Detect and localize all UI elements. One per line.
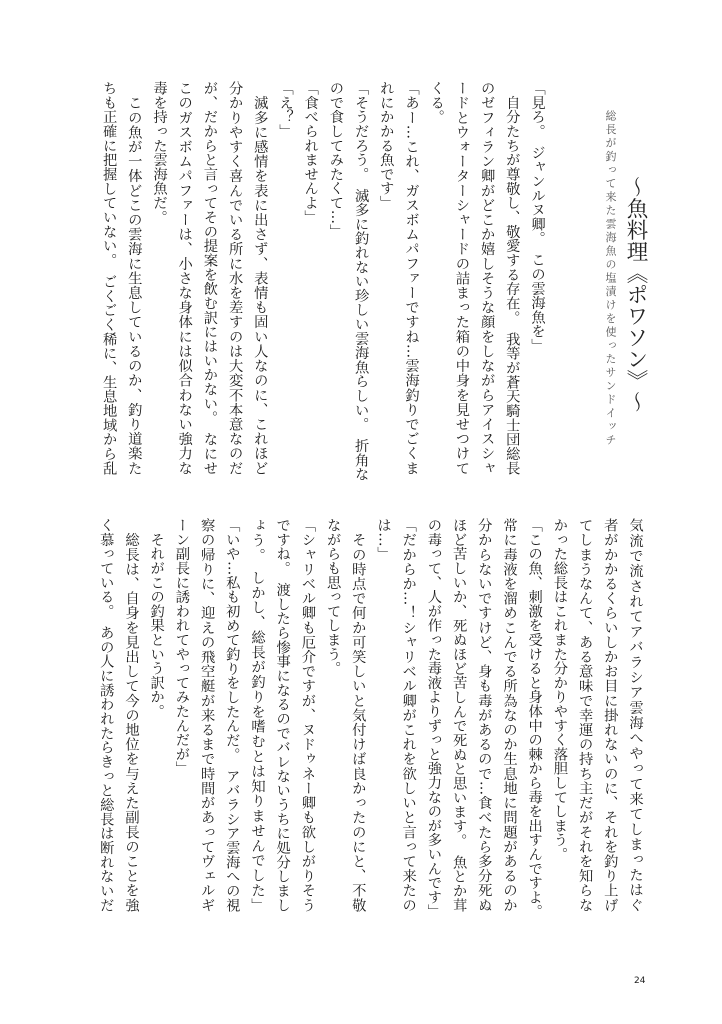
text-line: 気流で流されてアバラシア雲海へやって来てしまったはぐ: [627, 518, 644, 912]
text-line: 察の帰りに、迎えの飛空艇が来るまで時間があってヴェルギ: [199, 518, 216, 912]
text-line: が、だからと言ってその提案を飲む訳にはいかない。 なにせ: [201, 81, 218, 475]
text-line: 「シャリベル卿も厄介ですが、ヌドゥネー卿も欲しがりそう: [299, 518, 316, 912]
text-line: ですね。 渡したら惨事になるのでバレないうちに処分しまし: [274, 518, 291, 912]
text-line: 毒を持った雲海魚だ。: [151, 81, 168, 224]
text-line: 分からないですけど、身も毒があるので…食べたら多分死ぬ: [476, 518, 493, 912]
text-line: ょう。 しかし、総長が釣りを嗜むとは知りませんでした」: [249, 518, 266, 912]
text-line: 総長は、自身を見出して今の地位を与えた副長のことを強: [123, 518, 140, 912]
text-line: は…」: [375, 518, 392, 561]
text-line: 「そうだろう。 滅多に釣れない珍しい雲海魚らしい。 折角な: [353, 81, 370, 482]
chapter-subtitle: 総長が釣って来た雲海魚の塩漬けを使ったサンドイッチ: [604, 110, 617, 448]
text-line: このガスボムパファーは、小さな身体には似合わない強力な: [176, 81, 193, 475]
chapter-title: ～魚料理《ポワソン》～: [623, 176, 648, 413]
page-number: 24: [634, 976, 646, 986]
text-line: 「だからか…！シャリベル卿がこれを欲しいと言って来たの: [400, 518, 417, 912]
text-line: 「あー…これ、ガスボムパファーですね…雲海釣りでごくま: [403, 81, 420, 475]
text-line: 「この魚、刺激を受けると身体中の棘から毒を出すんですよ。: [526, 518, 543, 919]
text-line: 自分たちが尊敬し、敬愛する存在。 我等が蒼天騎士団総長: [504, 81, 521, 475]
text-line: ながらも思ってしまう。: [325, 518, 342, 676]
text-line: の毒って、人が作った毒液よりずっと強力なのが多いんです」: [425, 518, 442, 919]
text-line: 「いや…私も初めて釣りをしたんだ。 アバラシア雲海への視: [224, 518, 241, 912]
text-line: ードとウォーターシャードの詰まった箱の中身を見せつけて: [453, 81, 470, 475]
text-line: その時点で何か可笑しいと気付けば良かったのにと、不敬: [350, 518, 367, 912]
text-line: 「見ろ。 ジャンルヌ卿。 この雲海魚を」: [529, 81, 546, 353]
text-line: 「食べられませんよ」: [302, 81, 319, 224]
text-line: 常に毒液を溜めこんでる所為なのか生息地に問題があるのか: [501, 518, 518, 912]
text-line: かった総長はこれまた分かりやすく落胆してしまう。: [551, 518, 568, 862]
text-line: それがこの釣果という訳か。: [148, 518, 165, 719]
text-line: 「え？」: [277, 81, 294, 139]
text-line: 滅多に感情を表に出さず、表情も固い人なのに、これほど: [252, 81, 269, 475]
text-line: この魚が一体どこの雲海に生息しているのか、釣り道楽た: [126, 81, 143, 475]
text-line: ーン副長に誘われてやってみたんだが」: [173, 518, 190, 776]
text-line: てしまうなんて、ある意味で幸運の持ち主だがそれを知らな: [577, 518, 594, 912]
text-line: ので食してみたくて…」: [327, 81, 344, 239]
text-line: 分かりやすく喜んでいる所に水を差すのは大変不本意なのだ: [227, 81, 244, 475]
text-line: ほど苦しいか、死ぬほど苦しんで死ぬと思います。 魚とか茸: [451, 518, 468, 912]
text-line: く慕っている。 あの人に誘われたらきっと総長は断れないだ: [98, 518, 115, 912]
text-line: のゼフィラン卿がどこか嬉しそうな顔をしながらアイスシャ: [479, 81, 496, 475]
text-line: 者がかかるくらいしかお目に掛れないのに、それを釣り上げ: [602, 518, 619, 912]
text-line: れにかかる魚です」: [378, 81, 395, 210]
text-line: くる。: [428, 81, 445, 124]
text-line: ちも正確に把握していない。 ごくごく稀に、生息地域から乱: [101, 81, 118, 475]
